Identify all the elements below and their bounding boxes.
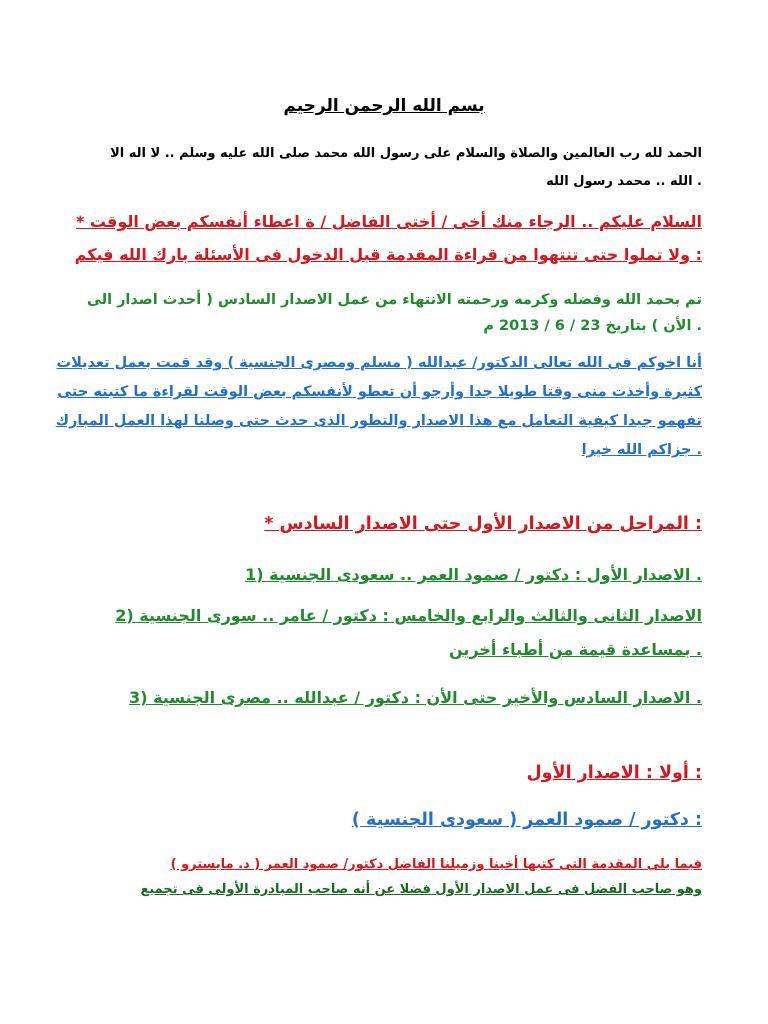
stage-item-1: . الاصدار الأول : دكتور / صمود العمر .. سعودى الجنسية (1 [245,565,702,584]
preface-line-2: وهو صاحب الفضل فى عمل الاصدار الأول فضلا عن أنه صاحب المبادرة الأولى فى تجميع [140,882,702,897]
stage-item-2-line-1: الاصدار الثانى والثالث والرابع والخامس : دكتور / عامر .. سورى الجنسية (2 [115,606,702,625]
stages-heading: : المراحل من الاصدار الأول حتى الاصدار السادس * [264,514,702,534]
about-line-3: تفهمو جيدا كيفية التعامل مع هذا الاصدار والتطور الذى حدث حتى وصلنا لهذا العمل المبارك [55,413,702,429]
thanks-line-2: . الأن ) بتاريخ 23 / 6 / 2013 م [483,318,702,334]
intro-line-2: . الله .. محمد رسول الله [546,174,702,189]
first-release-author: : دكتور / صمود العمر ( سعودى الجنسية ) [351,810,702,830]
thanks-line-1: تم بحمد الله وفضله وكرمه ورحمته الانتهاء من عمل الاصدار السادس ( أحدث اصدار الى [86,292,702,308]
basmala-title: بسم الله الرحمن الرحيم [283,96,485,116]
greeting-line-1: السلام عليكم .. الرجاء منك أخى / أختى الفاضل / ة اعطاء أنفسكم بعض الوقت * [75,212,702,231]
about-line-2: كثيرة وأخذت منى وقتا طويلا جدا وأرجو أن تعطو لأنفسكم بعض الوقت لقراءة ما كتبته حتى [57,384,702,400]
stage-item-2-line-2: . بمساعدة قيمة من أطباء أخرين [449,640,702,659]
about-line-1: أنا اخوكم فى الله تعالى الدكتور/ عبدالله ( مسلم ومصرى الجنسية ) وقد قمت بعمل تعديلات [56,355,702,371]
first-release-heading: : أولا : الاصدار الأول [526,763,702,783]
stage-item-3: . الاصدار السادس والأخير حتى الأن : دكتور / عبدالله .. مصرى الجنسية (3 [129,688,702,707]
intro-line-1: الحمد لله رب العالمين والصلاة والسلام على رسول الله محمد صلى الله عليه وسلم .. لا اله الا [110,146,702,161]
greeting-line-2: : ولا تملوا حتى تنتهوا من قراءة المقدمة قبل الدخول فى الأسئلة بارك الله فيكم [74,245,702,264]
preface-line-1: فيما يلى المقدمة التى كتبها أخينا وزميلنا الفاضل دكتور/ صمود العمر ( د. مايسترو ) [170,857,702,872]
about-line-4: . جزاكم الله خيرا [581,442,702,458]
